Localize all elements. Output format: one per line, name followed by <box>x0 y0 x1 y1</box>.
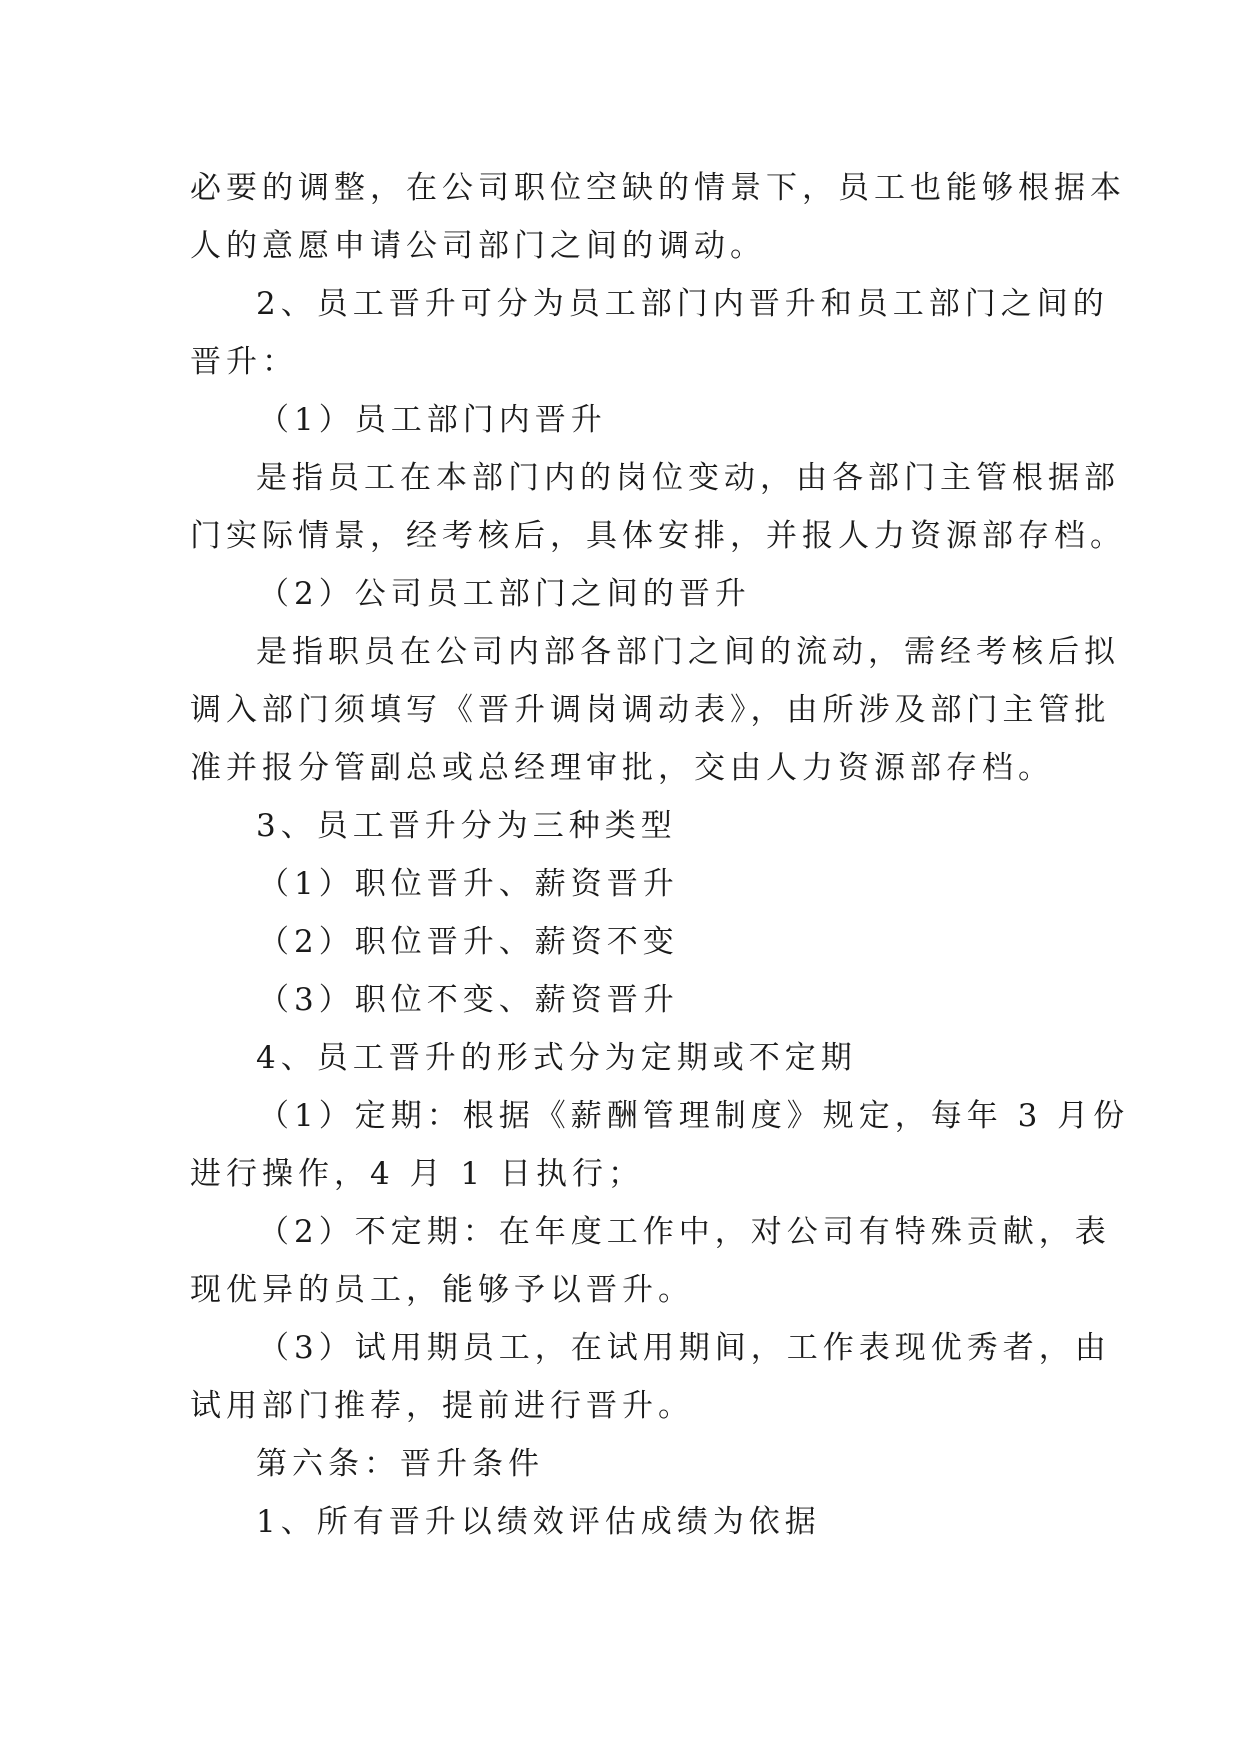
paragraph-line: 门实际情景，经考核后，具体安排，并报人力资源部存档。 <box>190 518 1126 554</box>
paragraph-line: 进行操作，4 月 1 日执行； <box>190 1156 645 1192</box>
paragraph-line: 是指职员在公司内部各部门之间的流动，需经考核后拟 <box>256 634 1120 670</box>
list-item: （1）定期：根据《薪酬管理制度》规定，每年 3 月份 <box>258 1098 1130 1134</box>
list-item: （3）职位不变、薪资晋升 <box>258 982 679 1018</box>
paragraph-line: 试用部门推荐，提前进行晋升。 <box>190 1388 694 1424</box>
list-item: （1）职位晋升、薪资晋升 <box>258 866 679 902</box>
list-item: （2）职位晋升、薪资不变 <box>258 924 679 960</box>
subsection-heading: （1）员工部门内晋升 <box>258 402 607 438</box>
list-item: （3）试用期员工，在试用期间，工作表现优秀者，由 <box>258 1330 1111 1366</box>
list-item: （2）不定期：在年度工作中，对公司有特殊贡献，表 <box>258 1214 1111 1250</box>
article-heading: 第六条：晋升条件 <box>256 1446 544 1482</box>
section-heading: 1、所有晋升以绩效评估成绩为依据 <box>256 1504 821 1540</box>
paragraph-line: 现优异的员工，能够予以晋升。 <box>190 1272 694 1308</box>
paragraph-line: 必要的调整，在公司职位空缺的情景下，员工也能够根据本 <box>190 170 1126 206</box>
paragraph-line: 晋升： <box>190 344 298 380</box>
subsection-heading: （2）公司员工部门之间的晋升 <box>258 576 751 612</box>
paragraph-line: 是指员工在本部门内的岗位变动，由各部门主管根据部 <box>256 460 1120 496</box>
document-body <box>190 159 1130 1551</box>
section-heading: 3、员工晋升分为三种类型 <box>256 808 677 844</box>
section-heading: 4、员工晋升的形式分为定期或不定期 <box>256 1040 857 1076</box>
paragraph-line: 调入部门须填写《晋升调岗调动表》，由所涉及部门主管批 <box>190 692 1111 728</box>
paragraph-line: 人的意愿申请公司部门之间的调动。 <box>190 228 766 264</box>
section-heading: 2、员工晋升可分为员工部门内晋升和员工部门之间的 <box>256 286 1109 322</box>
paragraph-line: 准并报分管副总或总经理审批，交由人力资源部存档。 <box>190 750 1054 786</box>
